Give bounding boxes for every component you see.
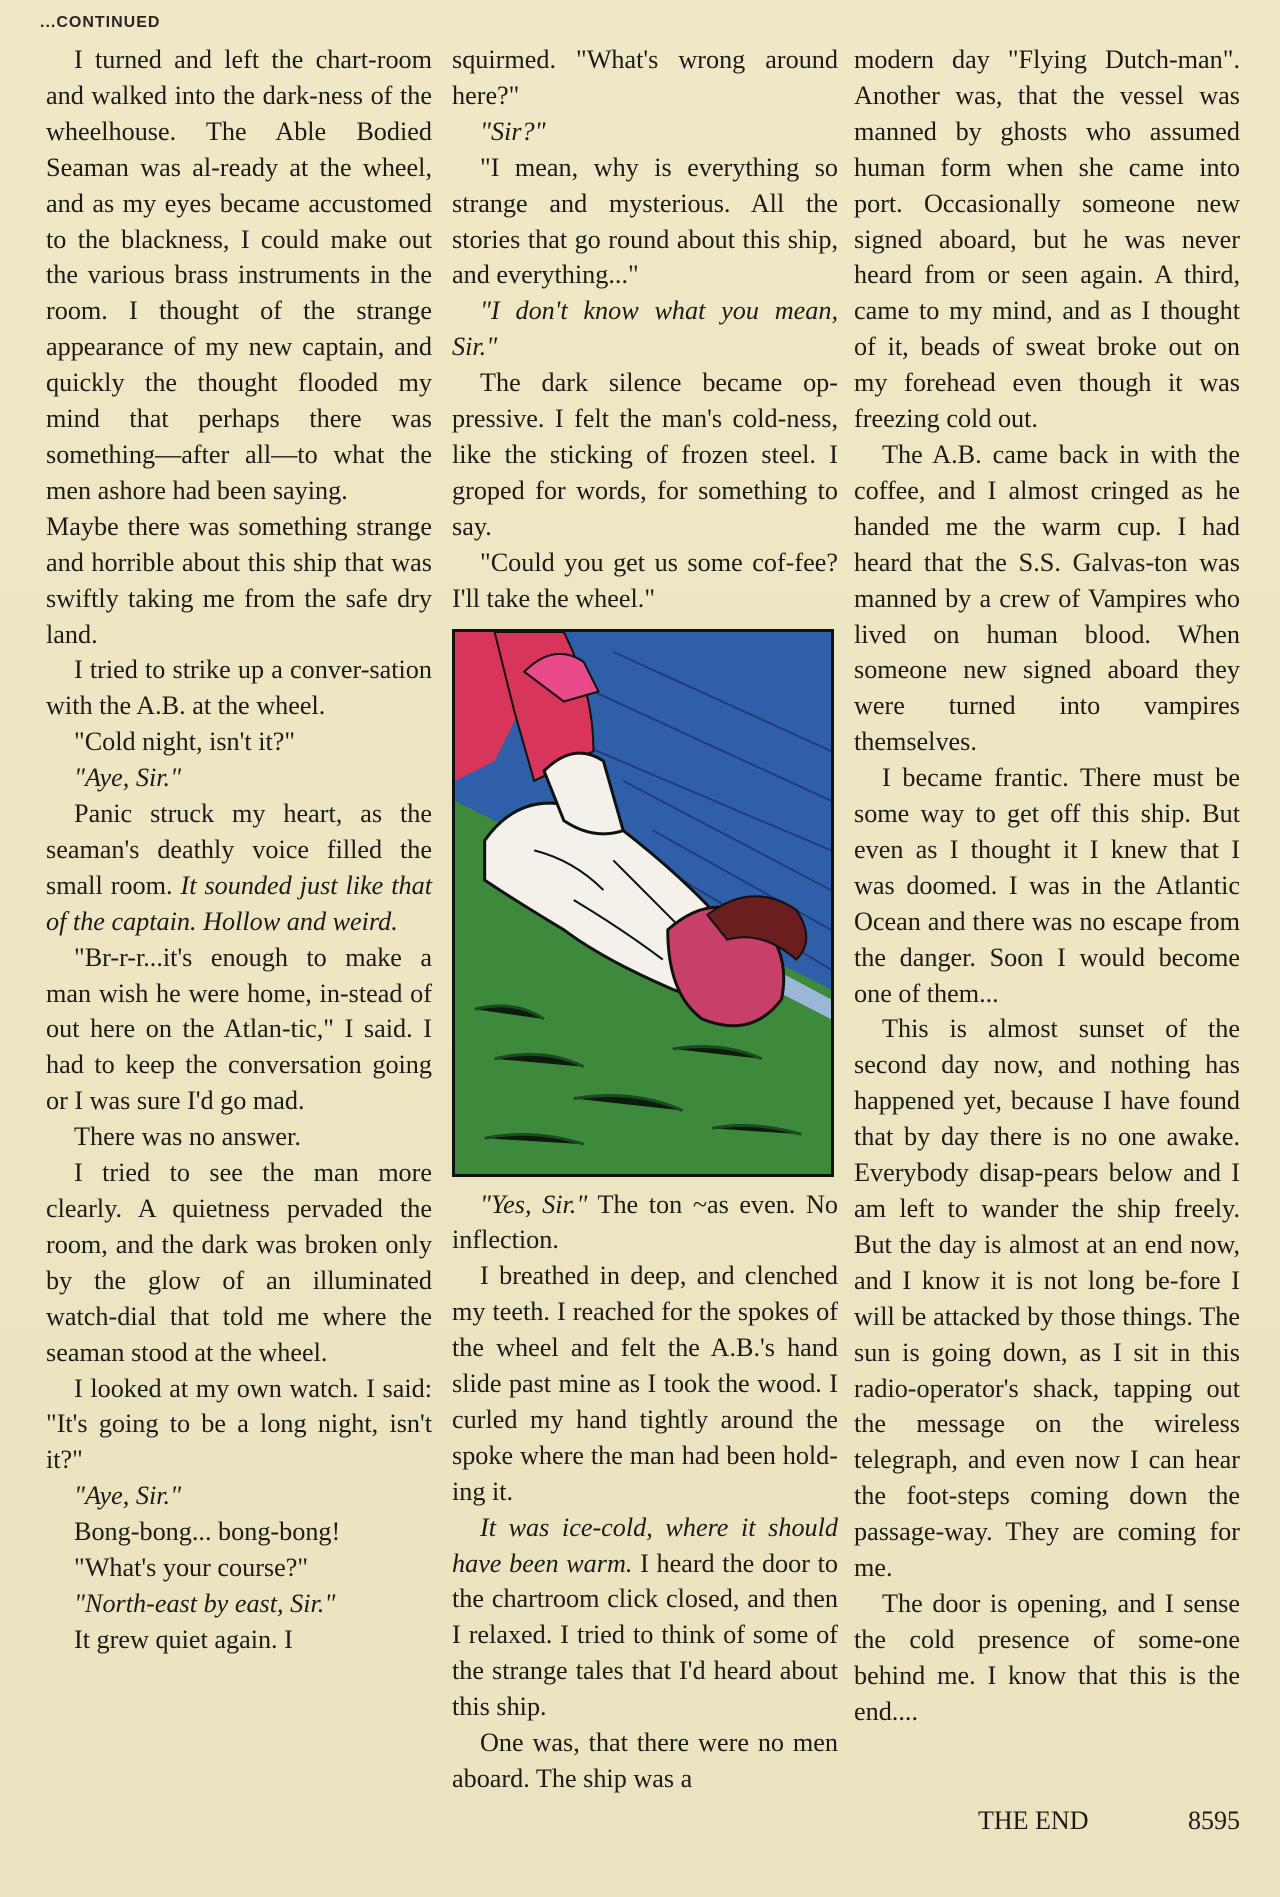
paragraph: I became frantic. There must be some way to get off this ship. But even as I thought it I knew that I was doomed. I was in the Atlantic Ocean and there was no escape from the danger. Soon I would become one of them... xyxy=(854,763,1240,1008)
italic-text: It was ice-cold, where it should have been warm. xyxy=(452,1512,838,1578)
paragraph: I turned and left the chart-room and walked into the dark-ness of the wheelhouse. The Able Bodied Seaman was al-ready at the wheel, and as my eyes became accustomed to the blackness, I could make out the various brass instruments in the room. I thought of the strange appearance of my new captain, and quickly the thought flooded my mind that perhaps there was something—after all—to what the men ashore had been saying. xyxy=(46,45,432,505)
paragraph: squirmed. "What's wrong around here?" xyxy=(452,45,838,110)
paragraph: "Cold night, isn't it?" xyxy=(74,727,296,757)
italic-text: "Aye, Sir." xyxy=(74,1481,182,1511)
paragraph: I tried to see the man more clearly. A quietness pervaded the room, and the dark was broken only by the glow of an illuminated watch-dial that told me where the seaman stood at the wheel. xyxy=(46,1158,432,1367)
story-footer xyxy=(978,1806,1240,1836)
paragraph: The dark silence became op-pressive. I felt the man's cold-ness, like the sticking of frozen steel. I groped for words, for something to say. xyxy=(452,368,838,541)
text-column-1 xyxy=(46,42,432,1658)
paragraph xyxy=(452,293,838,365)
paragraph: "Br-r-r...it's enough to make a man wish he were home, in-stead of out here on the Atlan-tic," I said. I had to keep the conversation going or I was sure I'd go mad. xyxy=(46,942,432,1116)
italic-text: "Sir?" xyxy=(480,116,546,146)
comic-illustration-panel xyxy=(452,629,834,1177)
text-span: Panic struck my heart, as the seaman's deathly voice filled the small room. xyxy=(46,799,432,900)
paragraph xyxy=(46,760,432,796)
paragraph xyxy=(46,796,432,940)
italic-text: "Yes, Sir." xyxy=(480,1189,588,1219)
paragraph: modern day "Flying Dutch-man". Another was, that the vessel was manned by ghosts who assumed human form when she came into port. Occasionally someone new signed aboard, but he was never heard from or seen again. A third, came to my mind, and as I thought of it, beads of sweat broke out on my forehead even though it was freezing cold out. xyxy=(854,45,1240,434)
paragraph xyxy=(452,1187,838,1259)
paragraph: "What's your course?" xyxy=(74,1553,309,1583)
italic-text: "I don't know what you mean, Sir." xyxy=(452,296,838,362)
the-end-label: THE END xyxy=(978,1806,1089,1835)
text-span: I heard the door to the chartroom click closed, and then I relaxed. I tried to think of some of the strange tales that I'd heard about this ship. xyxy=(452,1548,838,1722)
paragraph: I looked at my own watch. I said: "It's going to be a long night, isn't it?" xyxy=(46,1373,432,1475)
paragraph: "I mean, why is everything so strange and mysterious. All the stories that go round about this ship, and everything..." xyxy=(452,152,838,290)
paragraph: Bong-bong... bong-bong! xyxy=(74,1517,341,1547)
text-span: The ton ~as even. No inflection. xyxy=(452,1189,839,1255)
paragraph xyxy=(46,1478,432,1514)
italic-text: It sounded just like that of the captain. Hollow and weird. xyxy=(46,870,433,936)
paragraph: It grew quiet again. I xyxy=(74,1624,293,1654)
paragraph: This is almost sunset of the second day now, and nothing has happened yet, because I have found that by day there is no one awake. Everybody disap-pears below and I am left to wander the ship freely. But the day is almost at an end now, and I know it is not long be-fore I will be attacked by those things. The sun is going down, as I sit in this radio-operator's shack, tapping out the message on the wireless telegraph, and even now I can hear the foot-steps coming down the passage-way. They are coming for me. xyxy=(854,1014,1240,1583)
italic-text: "Aye, Sir." xyxy=(74,763,182,793)
paragraph xyxy=(452,114,838,150)
text-column-2 xyxy=(452,42,838,1797)
page-code: 8595 xyxy=(1188,1806,1240,1835)
paragraph: "Could you get us some cof-fee? I'll take the wheel." xyxy=(452,547,838,613)
paragraph: One was, that there were no men aboard. The ship was a xyxy=(452,1728,838,1793)
paragraph: The door is opening, and I sense the cold presence of some-one behind me. I know that this is the end.... xyxy=(854,1588,1240,1726)
text-column-3 xyxy=(854,42,1240,1730)
paragraph: I tried to strike up a conver-sation with the A.B. at the wheel. xyxy=(46,655,432,721)
paragraph xyxy=(452,1510,838,1725)
paragraph xyxy=(46,1586,432,1622)
paragraph: Maybe there was something strange and horrible about this ship that was swiftly taking me from the safe dry land. xyxy=(46,511,432,649)
paragraph: I breathed in deep, and clenched my teeth. I reached for the spokes of the wheel and felt the A.B.'s hand slide past mine as I took the wood. I curled my hand tightly around the spoke where the man had been hold-ing it. xyxy=(452,1261,838,1506)
illustration-man-on-deck xyxy=(455,632,831,1174)
paragraph: The A.B. came back in with the coffee, and I almost cringed as he handed me the warm cup. I had heard that the S.S. Galvas-ton was manned by a crew of Vampires who lived on human blood. When someone new signed aboard they were turned into vampires themselves. xyxy=(854,439,1240,757)
italic-text: "North-east by east, Sir." xyxy=(74,1588,336,1618)
continued-header: ...CONTINUED xyxy=(40,14,161,31)
paragraph: There was no answer. xyxy=(74,1122,301,1152)
